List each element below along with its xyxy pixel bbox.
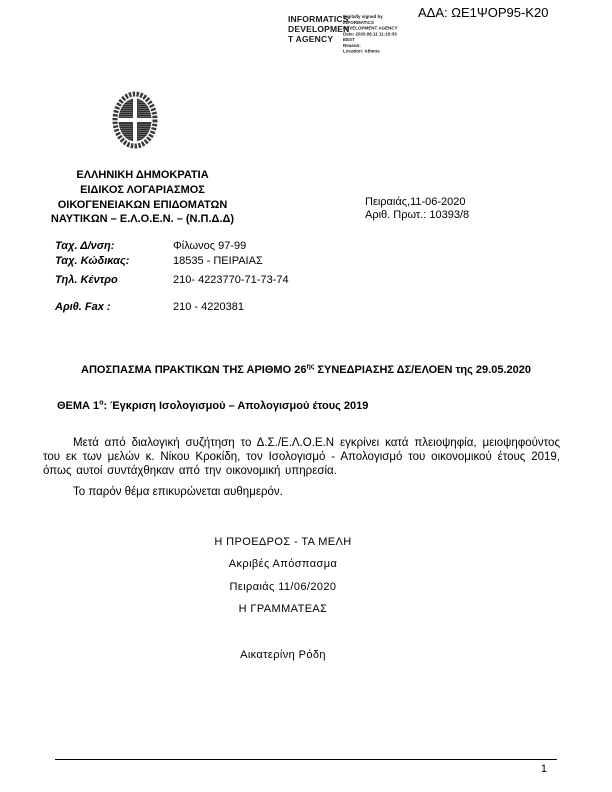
footer-divider (55, 759, 557, 760)
stamp-detail-line: Location: Athens (343, 48, 380, 54)
agency-header-line: ΕΛΛΗΝΙΚΗ ΔΗΜΟΚΡΑΤΙΑ (76, 169, 209, 181)
place-date: Πειραιάς,11-06-2020 (365, 196, 466, 208)
subject-superscript: ο (99, 399, 104, 407)
stamp-agency-line: INFORMATICS (288, 14, 349, 24)
stamp-detail-line: EEST (343, 37, 355, 42)
contact-value: 18535 - ΠΕΙΡΑΙΑΣ (173, 255, 263, 267)
agency-header (35, 168, 250, 227)
document-title-text: ΣΥΝΕΔΡΙΑΣΗΣ ΔΣ/ΕΛΟΕΝ της 29.05.2020 (314, 364, 531, 376)
stamp-detail-line: DEVELOPMENT AGENCY (343, 25, 398, 31)
stamp-agency-line: DEVELOPMEN (288, 24, 350, 34)
signature-secretary-name: Αικατερίνη Ρόδη (240, 649, 326, 661)
document-title (0, 364, 612, 376)
contact-label: Ταχ. Δ/νση: (55, 240, 115, 252)
contact-value: 210- 4223770-71-73-74 (173, 274, 289, 286)
signature-president-members: Η ΠΡΟΕΔΡΟΣ - ΤΑ ΜΕΛΗ (214, 536, 352, 548)
page-number: 1 (540, 763, 547, 775)
contact-label: Ταχ. Κώδικας: (55, 255, 130, 267)
digital-signature-stamp (288, 14, 503, 95)
stamp-detail-line: Reason: (343, 42, 361, 48)
signature-place-date: Πειραιάς 11/06/2020 (229, 581, 337, 593)
agency-header-line: ΝΑΥΤΙΚΩΝ – Ε.Λ.Ο.Ε.Ν. – (Ν.Π.Δ.Δ) (50, 213, 235, 226)
signature-secretary-title: Η ΓΡΑΜΜΑΤΕΑΣ (238, 603, 328, 615)
document-title-text: ΑΠΟΣΠΑΣΜΑ ΠΡΑΚΤΙΚΩΝ ΤΗΣ ΑΡΙΘΜΟ 26 (81, 364, 307, 376)
subject-text: : Έγκριση Ισολογισμού – Απολογισμού έτους 2019 (103, 400, 369, 412)
contact-label: Αριθ. Fax : (55, 301, 111, 313)
contact-value: 210 - 4220381 (173, 301, 244, 313)
body-paragraph-decision: Μετά από διαλογική συζήτηση το Δ.Σ./Ε.Λ.Ο.Ε.Ν εγκρίνει κατά πλειοψηφία, μειοψηφούντος του εκ των μελών κ. Νίκου Κροκίδη, τον Ισολογισμό - Απολογισμό του οικονομικού έτους 2019, όπως αυτοί συντάχθηκαν από την οικονομική υπηρεσία. (43, 437, 560, 477)
body-paragraph-ratification: Το παρόν θέμα επικυρώνεται αυθημερόν. (73, 486, 283, 498)
hellenic-republic-emblem-icon (111, 91, 159, 154)
signature-certified-copy: Ακριβές Απόσπασμα (228, 558, 338, 570)
stamp-detail-line: Digitally signed by (343, 14, 383, 19)
contact-row (55, 301, 244, 313)
subject-line (57, 400, 368, 412)
contact-row (55, 240, 246, 252)
stamp-detail-line: INFORMATICS (343, 19, 374, 25)
stamp-signature-details (343, 14, 423, 54)
stamp-agency-line: T AGENCY (288, 34, 334, 44)
stamp-detail-line: Date: 2020.06.11 11:10:33 (343, 31, 397, 37)
subject-text: ΘΕΜΑ 1 (57, 400, 100, 412)
agency-header-line: ΕΙΔΙΚΟΣ ΛΟΓΑΡΙΑΣΜΟΣ (80, 183, 205, 196)
contact-value: Φίλωνος 97-99 (173, 240, 247, 252)
contact-label: Τηλ. Κέντρο (55, 274, 118, 286)
protocol-number: Αριθ. Πρωτ.: 10393/8 (365, 208, 470, 221)
agency-header-line: ΟΙΚΟΓΕΝΕΙΑΚΩΝ ΕΠΙΔΟΜΑΤΩΝ (57, 198, 228, 211)
ada-code: ΑΔΑ: ΩΕ1ΨΟΡ95-Κ20 (418, 5, 549, 20)
contact-row (55, 274, 289, 286)
reference-block (365, 196, 469, 221)
contact-row (55, 255, 263, 267)
document-title-superscript: ης (306, 363, 315, 371)
